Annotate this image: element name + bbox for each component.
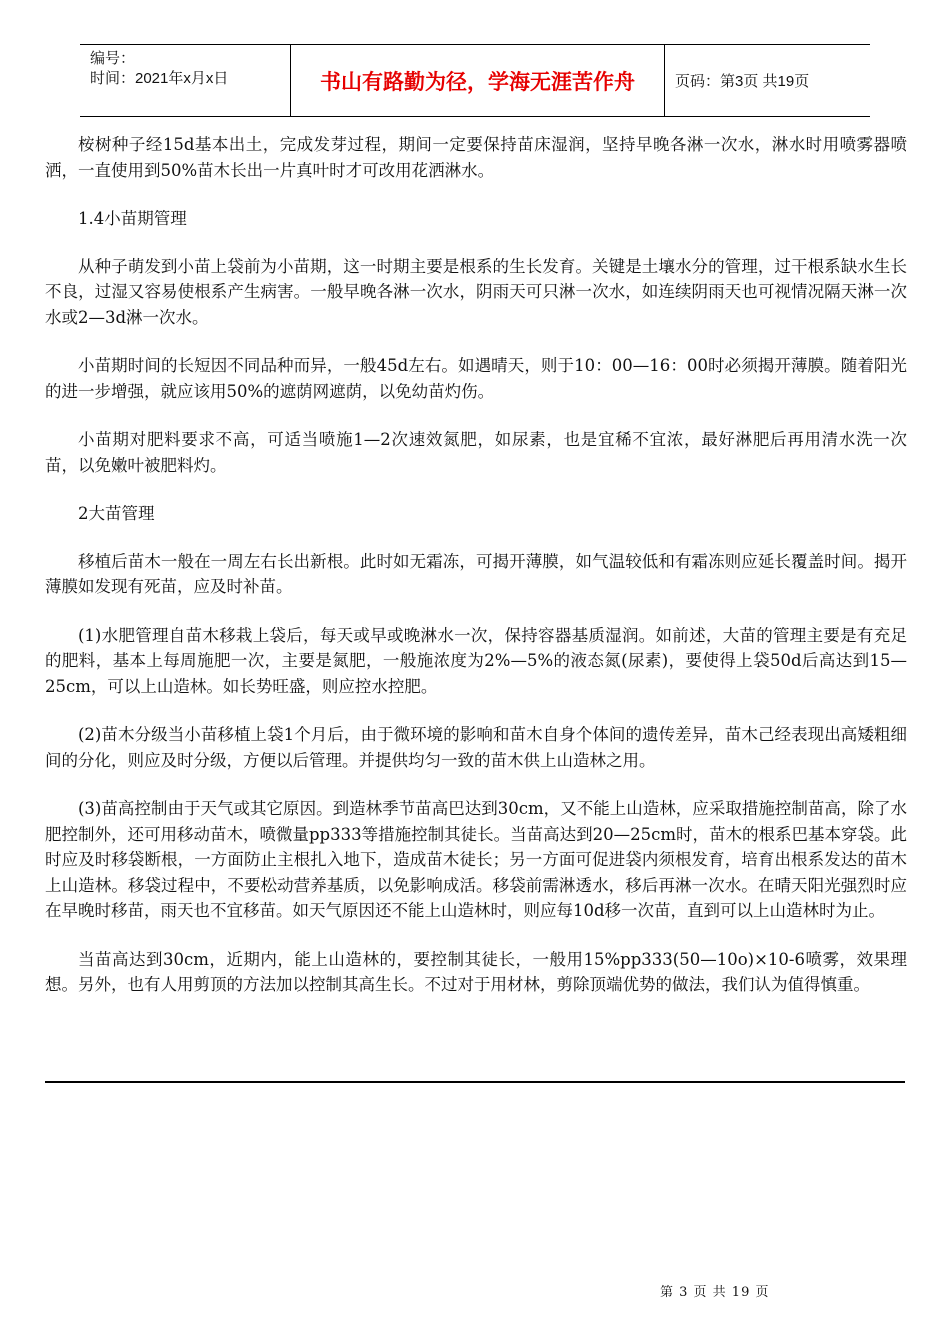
paragraph-seedling-fertilizer: 小苗期对肥料要求不高，可适当喷施1—2次速效氮肥，如尿素，也是宜稀不宜浓，最好淋肥后再用清水洗一次苗，以免嫩叶被肥料灼。 <box>45 430 907 475</box>
paragraph-height-control: (3)苗高控制由于天气或其它原因。到造林季节苗高巴达到30cm，又不能上山造林，应采取措施控制苗高，除了水肥控制外，还可用移动苗木，喷微量pp333等措施控制其徒长。当苗高达到20—25cm时，苗木的根系巴基本穿袋。此时应及时移袋断根，一方面防止主根扎入地下，造成苗木徒长；另一方面可促进袋内须根发育，培育出根系发达的苗木上山造林。移袋过程中，不要松动营养基质，以免影响成活。移袋前需淋透水，移后再淋一次水。在晴天阳光强烈时应在早晚时移苗，雨天也不宜移苗。如天气原因还不能上山造林时，则应每10d移一次苗，直到可以上山造林时为止。 <box>45 799 907 920</box>
paragraph-water-fertilizer: (1)水肥管理自苗木移栽上袋后，每天或早或晚淋水一次，保持容器基质湿润。如前述，大苗的管理主要是有充足的肥料，基本上每周施肥一次，主要是氮肥，一般施浓度为2%—5%的液态氮(尿素)，要使得上袋50d后高达到15—25cm，可以上山造林。如长势旺盛，则应控水控肥。 <box>45 625 907 696</box>
header-meta-cell <box>80 45 291 117</box>
paragraph-growth-control: 当苗高达到30cm，近期内，能上山造林的，要控制其徒长，一般用15%pp333(50—10o)×10-6喷雾，效果理想。另外，也有人用剪顶的方法加以控制其高生长。不过对于用材林，剪除顶端优势的做法，我们认为值得慎重。 <box>45 949 907 994</box>
paragraph-seedling-duration: 小苗期时间的长短因不同品种而异，一般45d左右。如遇晴天，则于10：00—16：00时必须揭开薄膜。随着阳光的进一步增强，就应该用50%的遮荫网遮荫，以免幼苗灼伤。 <box>45 356 907 401</box>
header-page-label: 页码：第3页 共19页 <box>665 45 871 117</box>
header-motto: 书山有路勤为径，学海无涯苦作舟 <box>291 45 665 117</box>
bottom-rule <box>45 1081 905 1083</box>
number-label: 编号： <box>90 50 136 67</box>
section-heading-large-seedling: 2大苗管理 <box>78 504 155 523</box>
paragraph-transplant: 移植后苗木一般在一周左右长出新根。此时如无霜冻，可揭开薄膜，如气温较低和有霜冻则应延长覆盖时间。揭开薄膜如发现有死苗，应及时补苗。 <box>45 551 907 596</box>
paragraph-germination: 桉树种子经15d基本出土，完成发芽过程，期间一定要保持苗床湿润，坚持早晚各淋一次水，淋水时用喷雾器喷洒，一直使用到50%苗木长出一片真叶时才可改用花洒淋水。 <box>45 135 907 180</box>
section-heading-seedling: 1.4小苗期管理 <box>78 209 187 228</box>
page-footer: 第 3 页 共 19 页 <box>660 1285 770 1300</box>
paragraph-seedling-period: 从种子萌发到小苗上袋前为小苗期，这一时期主要是根系的生长发育。关键是土壤水分的管理，过干根系缺水生长不良，过湿又容易使根系产生病害。一般早晚各淋一次水，阴雨天可只淋一次水，如连续阴雨天也可视情况隔天淋一次水或2—3d淋一次水。 <box>45 256 907 327</box>
paragraph-grading: (2)苗木分级当小苗移植上袋1个月后，由于微环境的影响和苗木自身个体间的遗传差异，苗木己经表现出高矮粗细间的分化，则应及时分级，方便以后管理。并提供均匀一致的苗木供上山造林之用。 <box>45 725 907 770</box>
document-body <box>45 132 907 1021</box>
header-table <box>80 44 870 117</box>
time-label: 时间：2021年x月x日 <box>90 70 229 87</box>
